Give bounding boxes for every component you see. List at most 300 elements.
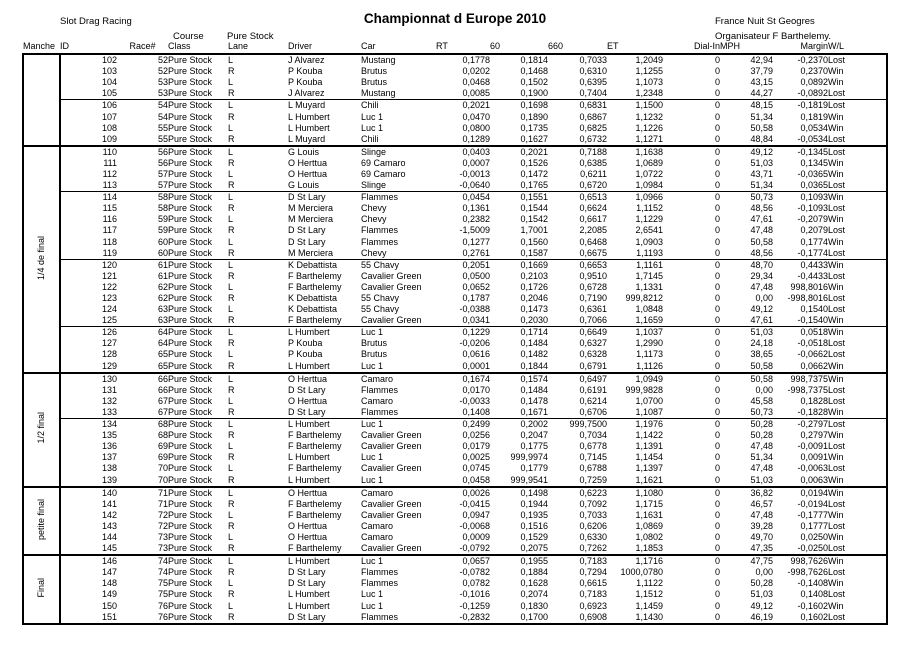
- result-row: [23, 237, 887, 248]
- cell-margin: 0,0194: [773, 487, 828, 499]
- cell-race-number: 62: [157, 281, 168, 292]
- cell-lane: L: [228, 327, 288, 339]
- cell-et: 1,1255: [635, 66, 663, 77]
- cell-60: 0,1714: [490, 327, 548, 339]
- cell-class: Pure Stock: [168, 487, 228, 499]
- cell-660: 0,6617: [579, 214, 607, 225]
- cell-driver: F Barthelemy: [288, 543, 342, 554]
- cell-et: 1,1122: [636, 578, 663, 589]
- cell-mph: 50,58: [750, 360, 773, 371]
- cell-class: Pure Stock: [168, 304, 213, 315]
- cell-660: 999,7500: [548, 419, 607, 431]
- cell-mph: 48,56: [750, 203, 773, 214]
- cell-660: 0,7033: [548, 54, 607, 66]
- manche-cell: [23, 487, 60, 556]
- cell-rt: 0,0007: [462, 157, 490, 168]
- column-header-et: ET: [607, 41, 619, 51]
- cell-margin: -0,0250: [797, 543, 828, 554]
- cell-car: Flammes: [361, 384, 399, 395]
- cell-mph: 45,58: [750, 395, 773, 406]
- cell-class: Pure Stock: [168, 463, 213, 474]
- cell-class: Pure Stock: [168, 452, 213, 463]
- cell-60: 0,1627: [520, 133, 548, 144]
- cell-car: Flammes: [361, 192, 436, 204]
- cell-dial-in: 0: [714, 509, 720, 520]
- cell-et: 1,0802: [635, 531, 663, 542]
- cell-60: 1,7001: [520, 225, 548, 236]
- cell-class: Pure Stock: [168, 360, 213, 371]
- cell-lane: R: [228, 270, 235, 281]
- cell-60: 0,2002: [490, 419, 548, 431]
- cell-margin: 0,0662: [800, 360, 828, 371]
- cell-car: Luc 1: [361, 600, 384, 611]
- cell-id: 103: [101, 66, 117, 77]
- cell-mph: 43,71: [750, 168, 773, 179]
- cell-60: 0,1779: [520, 463, 548, 474]
- cell-race-number: 75: [157, 578, 168, 589]
- cell-660: 0,7404: [579, 88, 607, 99]
- cell-60: 0,1765: [520, 180, 548, 191]
- cell-mph: 50,73: [750, 406, 773, 417]
- cell-rt: 0,0085: [462, 88, 490, 99]
- cell-et: 1,1193: [636, 247, 663, 258]
- cell-race-number: 76: [157, 611, 168, 622]
- cell-race-number: 70: [157, 474, 168, 485]
- cell-60: 0,1814: [490, 54, 548, 66]
- cell-lane: L: [228, 463, 234, 474]
- cell-dial-in: 0: [714, 441, 720, 452]
- cell-id: 106: [60, 100, 117, 112]
- cell-wl: Win: [828, 315, 844, 326]
- cell-race-number: 65: [157, 360, 168, 371]
- result-row: [23, 407, 887, 419]
- cell-class: Pure Stock: [168, 611, 213, 622]
- cell-car: Mustang: [361, 54, 436, 66]
- app-title: Slot Drag Racing: [60, 16, 132, 27]
- cell-race-number: 53: [157, 88, 168, 99]
- cell-et: 1,1631: [635, 509, 663, 520]
- cell-lane: L: [228, 146, 288, 158]
- cell-race-number: 58: [157, 203, 168, 214]
- cell-60: 0,1698: [490, 100, 548, 112]
- cell-driver: M Merciera: [288, 214, 334, 225]
- cell-id: 107: [101, 111, 117, 122]
- result-row: [23, 487, 887, 499]
- cell-driver: K Debattista: [288, 259, 361, 271]
- cell-lane: R: [228, 452, 235, 463]
- cell-60: 0,1484: [520, 338, 548, 349]
- cell-60: 0,1574: [490, 373, 548, 385]
- cell-id: 119: [102, 247, 117, 258]
- cell-class: Pure Stock: [168, 100, 228, 112]
- cell-class: Pure Stock: [168, 168, 213, 179]
- cell-margin: 0,0518: [773, 327, 828, 339]
- cell-lane: L: [228, 214, 234, 225]
- cell-660: 0,6791: [579, 360, 607, 371]
- cell-et: 1,1716: [607, 555, 663, 567]
- cell-driver: O Herttua: [288, 487, 361, 499]
- cell-mph: 37,79: [750, 66, 773, 77]
- cell-driver: O Herttua: [288, 520, 328, 531]
- cell-dial-in: 0: [663, 100, 720, 112]
- cell-rt: 0,0009: [462, 531, 490, 542]
- cell-class: Pure Stock: [168, 54, 228, 66]
- report-title: Championnat d Europe 2010: [363, 11, 547, 26]
- cell-rt: 0,1277: [462, 236, 490, 247]
- cell-rt: 0,1674: [436, 373, 490, 385]
- cell-race-number: 76: [157, 600, 168, 611]
- cell-driver: F Barthelemy: [288, 441, 342, 452]
- cell-wl: Win: [828, 531, 844, 542]
- cell-60: 0,1529: [520, 531, 548, 542]
- cell-car: Cavalier Green: [361, 315, 422, 326]
- cell-wl: Lost: [828, 520, 846, 531]
- cell-660: 0,6908: [579, 611, 607, 622]
- cell-660: 0,6706: [579, 406, 607, 417]
- cell-id: 116: [102, 214, 117, 225]
- cell-margin: -0,4433: [797, 270, 828, 281]
- cell-dial-in: 0: [714, 474, 720, 485]
- cell-dial-in: 0: [714, 77, 720, 88]
- cell-et: 1,1621: [635, 474, 663, 485]
- cell-lane: R: [228, 543, 235, 554]
- cell-rt: 0,0500: [462, 270, 490, 281]
- cell-mph: 47,61: [750, 315, 773, 326]
- cell-60: 0,1955: [490, 555, 548, 567]
- cell-margin: -0,1602: [797, 600, 828, 611]
- result-row: [23, 441, 887, 452]
- cell-60: 0,1472: [520, 168, 548, 179]
- result-row: [23, 158, 887, 169]
- cell-rt: 0,1229: [436, 327, 490, 339]
- cell-car: Luc 1: [361, 474, 384, 485]
- cell-660: 0,6649: [548, 327, 607, 339]
- cell-mph: 49,12: [750, 304, 773, 315]
- cell-rt: 0,0454: [436, 192, 490, 204]
- result-row: [23, 474, 887, 486]
- cell-mph: 51,34: [750, 452, 773, 463]
- cell-class: Pure Stock: [168, 111, 213, 122]
- result-row: [23, 123, 887, 134]
- cell-660: 0,6211: [580, 168, 607, 179]
- cell-id: 133: [101, 406, 117, 417]
- cell-rt: 0,2499: [436, 419, 490, 431]
- cell-race-number: 52: [157, 66, 168, 77]
- cell-race-number: 70: [157, 463, 168, 474]
- cell-660: 0,7188: [548, 146, 607, 158]
- result-row: [23, 499, 887, 510]
- cell-dial-in: 0: [714, 180, 720, 191]
- cell-dial-in: 0: [663, 373, 720, 385]
- cell-wl: Lost: [828, 611, 846, 622]
- cell-et: 1,0689: [635, 157, 663, 168]
- cell-60: 0,1669: [490, 259, 548, 271]
- cell-class: Pure Stock: [168, 293, 213, 304]
- cell-dial-in: 0: [663, 192, 720, 204]
- cell-rt: 0,2382: [462, 214, 490, 225]
- cell-driver: P Kouba: [288, 338, 323, 349]
- cell-rt: 0,0800: [462, 122, 490, 133]
- cell-60: 0,1482: [520, 349, 548, 360]
- cell-wl: Lost: [828, 225, 846, 236]
- cell-margin: 0,1408: [800, 589, 828, 600]
- cell-lane: L: [228, 168, 234, 179]
- cell-race-number: 62: [157, 293, 168, 304]
- result-row: [23, 543, 887, 555]
- cell-60: 0,1735: [520, 122, 548, 133]
- cell-class: Pure Stock: [168, 578, 213, 589]
- cell-dial-in: 0: [714, 214, 720, 225]
- cell-wl: Win: [828, 236, 844, 247]
- cell-lane: R: [228, 430, 235, 441]
- cell-driver: O Herttua: [288, 395, 328, 406]
- cell-car: Camaro: [361, 373, 436, 385]
- cell-margin: 0,1602: [800, 611, 828, 622]
- cell-dial-in: 0: [714, 304, 720, 315]
- manche-cell: [23, 373, 60, 487]
- result-row: [23, 510, 887, 521]
- result-row: [23, 419, 887, 431]
- cell-660: 0,6497: [548, 373, 607, 385]
- cell-wl: Lost: [828, 349, 846, 360]
- cell-dial-in: 0: [714, 531, 720, 542]
- cell-mph: 46,19: [750, 611, 773, 622]
- cell-rt: 0,2021: [436, 100, 490, 112]
- cell-rt: 0,0470: [462, 111, 490, 122]
- cell-660: 0,6788: [579, 463, 607, 474]
- cell-race-number: 61: [117, 259, 168, 271]
- cell-dial-in: 0: [714, 395, 720, 406]
- cell-dial-in: 0: [714, 430, 720, 441]
- results-table: [22, 38, 888, 625]
- cell-car: 69 Camaro: [361, 157, 406, 168]
- column-header-60: 60: [490, 41, 501, 51]
- cell-mph: 44,27: [750, 88, 773, 99]
- cell-lane: R: [228, 406, 235, 417]
- cell-dial-in: 0: [714, 543, 720, 554]
- cell-mph: 50,28: [750, 578, 773, 589]
- cell-class: Pure Stock: [168, 77, 213, 88]
- cell-660: 0,7145: [579, 452, 607, 463]
- cell-wl: Win: [828, 168, 844, 179]
- cell-dial-in: 0: [714, 338, 720, 349]
- cell-lane: L: [228, 259, 288, 271]
- result-row: [23, 293, 887, 304]
- cell-mph: 48,15: [720, 100, 773, 112]
- manche-cell: [23, 54, 60, 146]
- cell-dial-in: 0: [714, 293, 720, 304]
- cell-lane: L: [228, 509, 234, 520]
- cell-et: 1,0722: [635, 168, 663, 179]
- result-row: [23, 214, 887, 225]
- cell-660: 0,6732: [579, 133, 607, 144]
- cell-wl: Lost: [828, 133, 846, 144]
- cell-dial-in: 0: [663, 259, 720, 271]
- cell-rt: 0,0202: [462, 66, 490, 77]
- cell-class: Pure Stock: [168, 589, 213, 600]
- cell-driver: L Humbert: [288, 600, 330, 611]
- cell-wl: Lost: [828, 567, 846, 578]
- cell-class: Pure Stock: [168, 214, 213, 225]
- cell-margin: -0,2079: [797, 214, 828, 225]
- cell-margin: 0,1828: [800, 395, 828, 406]
- cell-driver: F Barthelemy: [288, 498, 342, 509]
- cell-wl: Win: [828, 259, 887, 271]
- cell-lane: R: [228, 474, 235, 485]
- cell-id: 122: [101, 281, 117, 292]
- cell-60: 0,2021: [490, 146, 548, 158]
- cell-lane: L: [228, 395, 234, 406]
- cell-race-number: 72: [157, 509, 168, 520]
- cell-60: 0,1890: [520, 111, 548, 122]
- cell-driver: P Kouba: [288, 77, 323, 88]
- result-row: [23, 532, 887, 543]
- cell-dial-in: 0: [714, 225, 720, 236]
- cell-id: 114: [60, 192, 117, 204]
- cell-wl: Lost: [828, 338, 846, 349]
- cell-660: 0,7262: [579, 543, 607, 554]
- cell-660: 0,6624: [579, 203, 607, 214]
- cell-660: 0,6675: [579, 247, 607, 258]
- result-row: [23, 203, 887, 214]
- cell-car: Chili: [361, 133, 379, 144]
- cell-id: 111: [103, 157, 117, 168]
- cell-mph: 50,58: [750, 122, 773, 133]
- cell-et: 1,1422: [635, 430, 663, 441]
- cell-lane: R: [228, 498, 235, 509]
- cell-rt: 0,0256: [462, 430, 490, 441]
- cell-margin: -0,1774: [797, 247, 828, 258]
- cell-class: Pure Stock: [168, 349, 213, 360]
- cell-class: Pure Stock: [168, 338, 213, 349]
- result-row: [23, 361, 887, 373]
- cell-mph: 47,61: [750, 214, 773, 225]
- cell-class: Pure Stock: [168, 430, 213, 441]
- cell-class: Pure Stock: [168, 146, 228, 158]
- cell-car: Luc 1: [361, 419, 436, 431]
- result-row: [23, 54, 887, 66]
- cell-lane: R: [228, 247, 235, 258]
- cell-id: 142: [101, 509, 117, 520]
- cell-wl: Win: [828, 192, 887, 204]
- cell-wl: Lost: [828, 247, 846, 258]
- cell-wl: Win: [828, 360, 844, 371]
- cell-wl: Lost: [828, 589, 846, 600]
- result-row: [23, 304, 887, 315]
- result-row: [23, 225, 887, 236]
- cell-margin: 0,0365: [800, 180, 828, 191]
- cell-wl: Lost: [828, 180, 846, 191]
- cell-60: 0,1726: [520, 281, 548, 292]
- cell-margin: -0,2370: [773, 54, 828, 66]
- cell-et: 1,7145: [635, 270, 663, 281]
- column-header-rt: RT: [436, 41, 448, 51]
- cell-class: Pure Stock: [168, 395, 213, 406]
- cell-car: 55 Chavy: [361, 293, 400, 304]
- cell-driver: O Herttua: [288, 157, 328, 168]
- cell-car: 55 Chavy: [361, 259, 436, 271]
- cell-id: 108: [101, 122, 117, 133]
- cell-dial-in: 0: [714, 578, 720, 589]
- result-row: [23, 612, 887, 624]
- column-header-id: ID: [60, 41, 69, 51]
- cell-car: Cavalier Green: [361, 509, 422, 520]
- cell-driver: D St Lary: [288, 384, 326, 395]
- cell-wl: Win: [828, 281, 844, 292]
- cell-660: 0,6923: [579, 600, 607, 611]
- cell-dial-in: 0: [663, 419, 720, 431]
- cell-wl: Win: [828, 111, 844, 122]
- cell-et: 1,0903: [635, 236, 663, 247]
- result-row: [23, 180, 887, 192]
- result-row: [23, 66, 887, 77]
- cell-wl: Win: [828, 327, 887, 339]
- cell-margin: -0,0194: [797, 498, 828, 509]
- cell-id: 121: [101, 270, 117, 281]
- cell-dial-in: 0: [714, 611, 720, 622]
- column-header-race: Race#: [129, 41, 156, 51]
- cell-race-number: 75: [157, 589, 168, 600]
- cell-car: Flammes: [361, 406, 399, 417]
- cell-60: 0,1944: [520, 498, 548, 509]
- cell-60: 0,1844: [520, 360, 548, 371]
- cell-id: 115: [102, 203, 117, 214]
- cell-rt: -1,5009: [459, 225, 490, 236]
- cell-id: 149: [101, 589, 117, 600]
- cell-race-number: 72: [157, 520, 168, 531]
- cell-race-number: 71: [157, 498, 168, 509]
- cell-margin: 0,0250: [800, 531, 828, 542]
- cell-rt: -0,0013: [459, 168, 490, 179]
- cell-driver: L Humbert: [288, 360, 330, 371]
- cell-mph: 47,48: [750, 441, 773, 452]
- cell-class: Pure Stock: [168, 531, 213, 542]
- result-row: [23, 338, 887, 349]
- result-row: [23, 555, 887, 567]
- cell-race-number: 60: [157, 236, 168, 247]
- cell-et: 1,1073: [635, 77, 663, 88]
- result-row: [23, 578, 887, 589]
- cell-car: Luc 1: [361, 555, 436, 567]
- cell-race-number: 69: [157, 452, 168, 463]
- cell-660: 0,6513: [548, 192, 607, 204]
- cell-driver: J Alvarez: [288, 88, 325, 99]
- cell-660: 0,7092: [579, 498, 607, 509]
- cell-rt: -0,0206: [459, 338, 490, 349]
- cell-rt: 0,0170: [462, 384, 490, 395]
- cell-60: 0,2103: [520, 270, 548, 281]
- cell-dial-in: 0: [714, 349, 720, 360]
- cell-lane: R: [228, 88, 235, 99]
- cell-car: Cavalier Green: [361, 441, 422, 452]
- cell-lane: L: [228, 441, 234, 452]
- cell-driver: F Barthelemy: [288, 281, 342, 292]
- cell-60: 0,2047: [520, 430, 548, 441]
- cell-id: 132: [101, 395, 117, 406]
- cell-race-number: 74: [157, 567, 168, 578]
- cell-et: 1,0848: [635, 304, 663, 315]
- cell-class: Pure Stock: [168, 122, 213, 133]
- cell-margin: -0,0534: [797, 133, 828, 144]
- cell-race-number: 58: [117, 192, 168, 204]
- cell-car: Luc 1: [361, 360, 384, 371]
- cell-driver: P Kouba: [288, 349, 323, 360]
- cell-mph: 39,28: [750, 520, 773, 531]
- cell-et: 1,0966: [607, 192, 663, 204]
- cell-rt: -0,1259: [459, 600, 490, 611]
- cell-wl: Win: [828, 474, 844, 485]
- result-row: [23, 589, 887, 600]
